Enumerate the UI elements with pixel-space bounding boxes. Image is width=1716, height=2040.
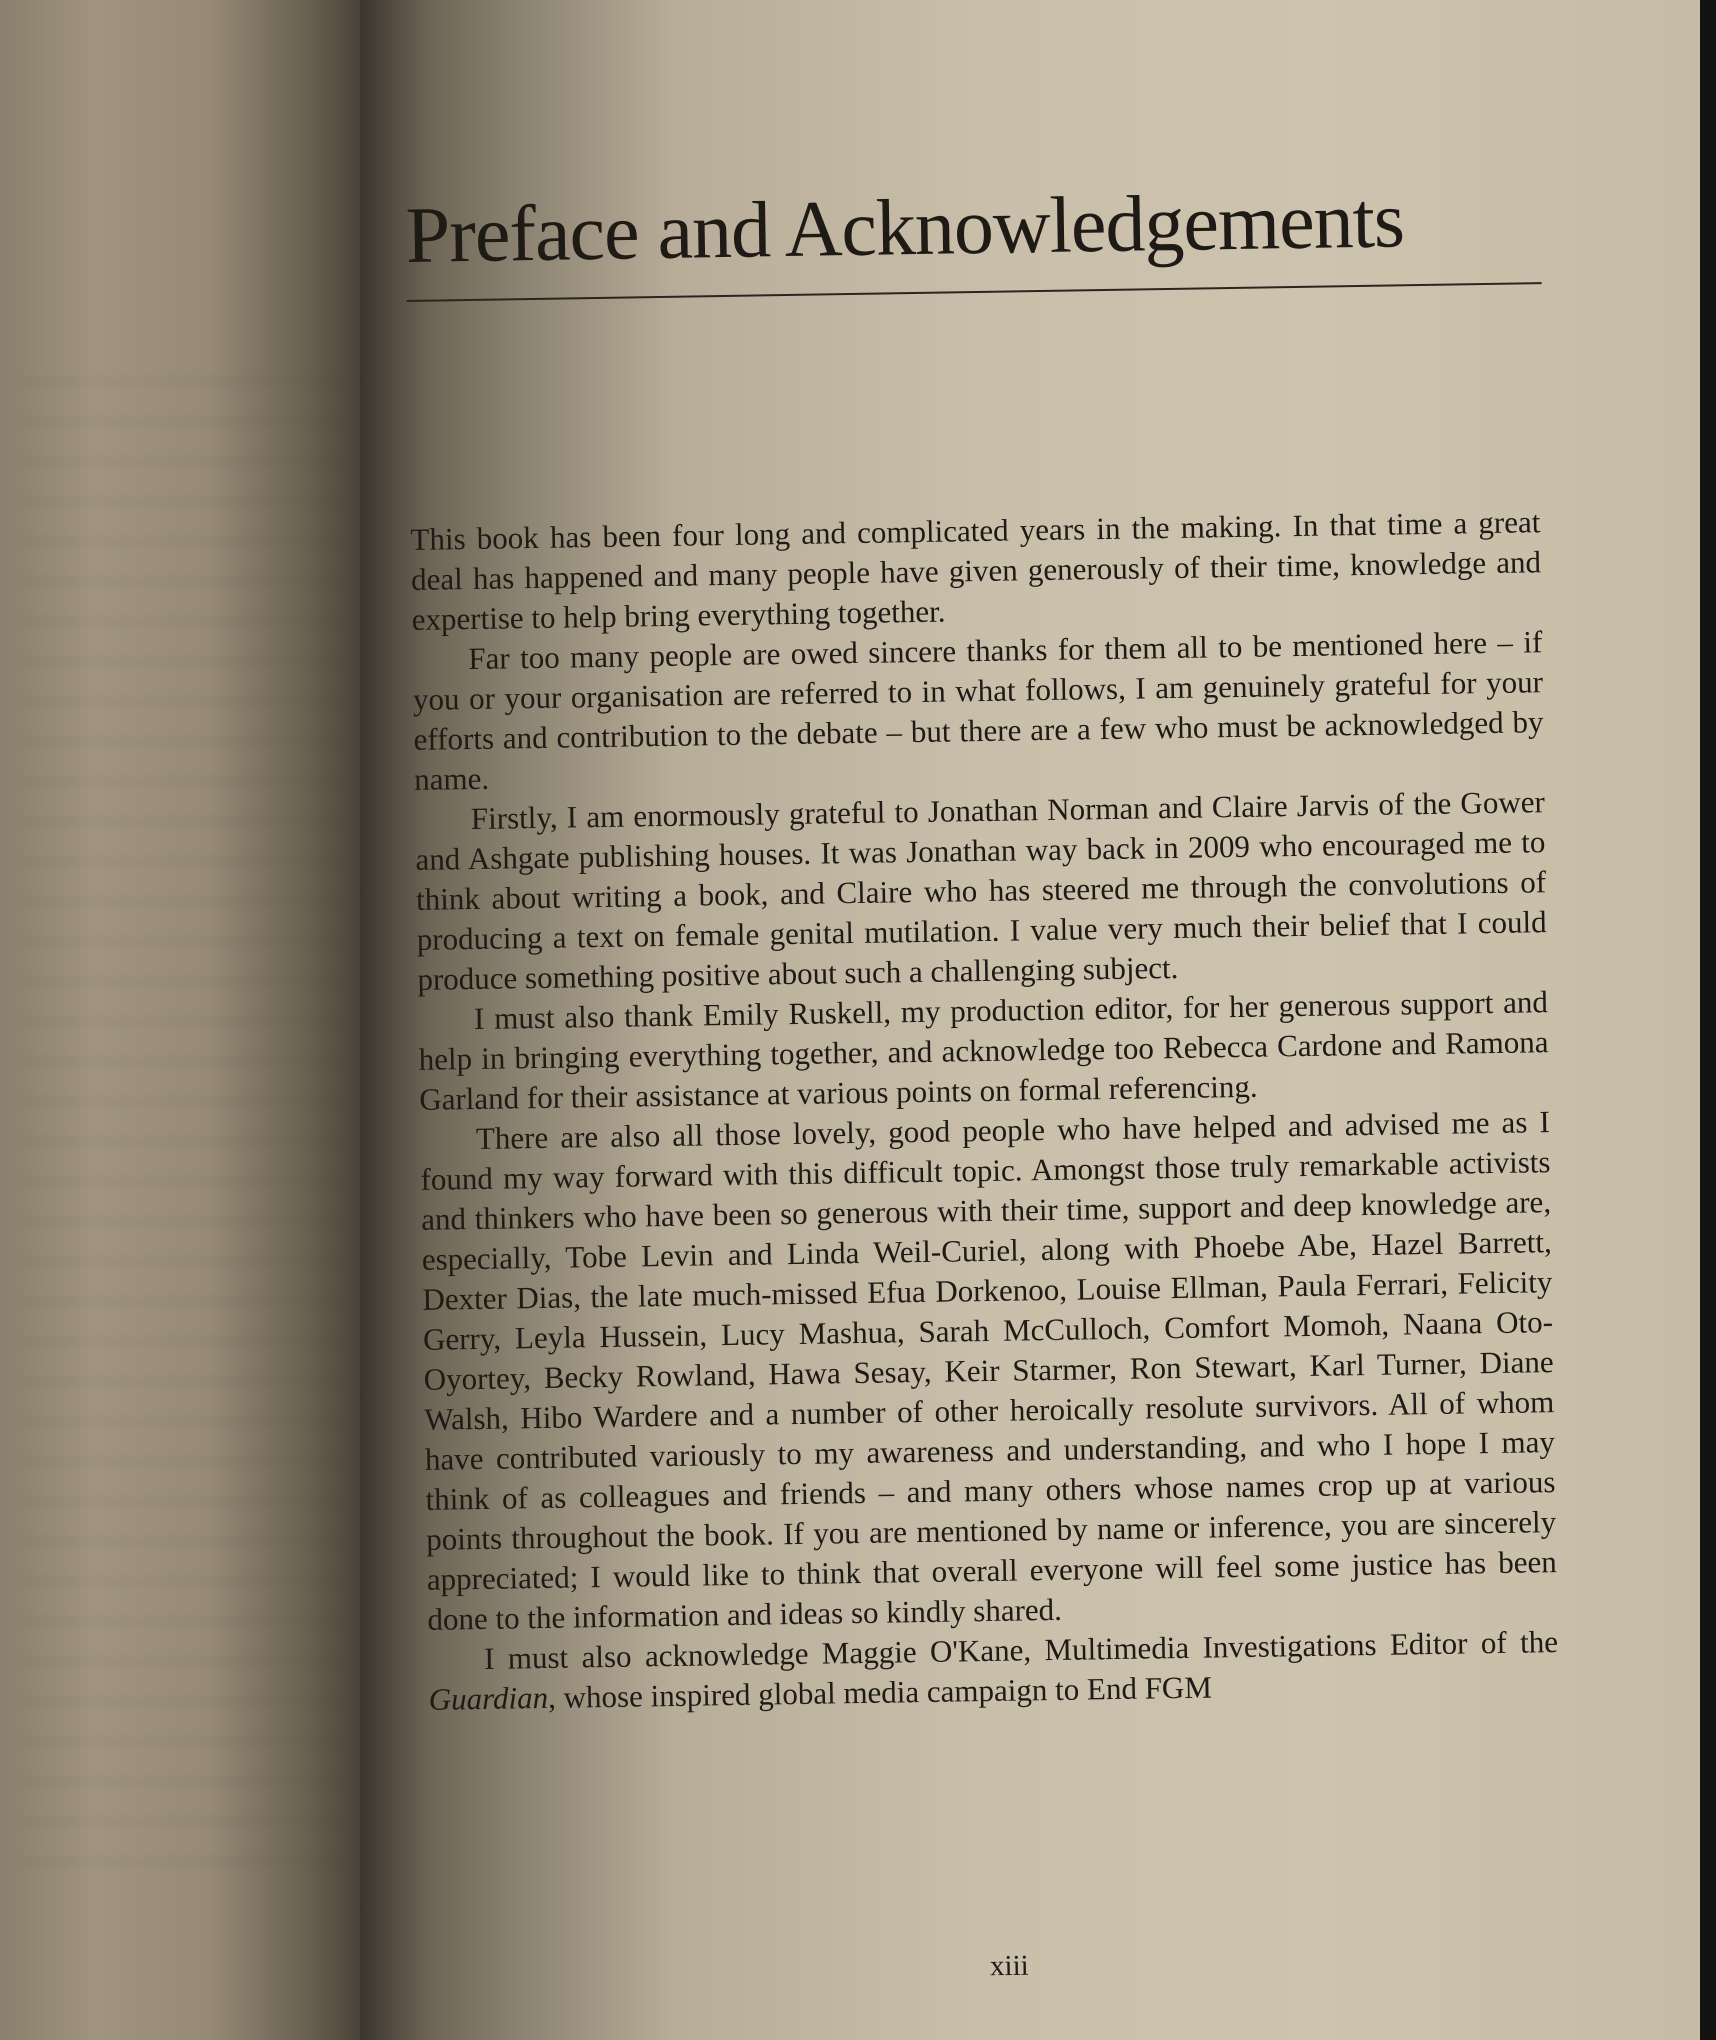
guardian-italic: Guardian [428, 1679, 549, 1717]
paragraph-6-end: , whose inspired global media campaign to End FGM [547, 1669, 1213, 1715]
chapter-title: Preface and Acknowledgements [405, 176, 1405, 280]
page-content [405, 172, 1559, 1720]
title-rule [407, 282, 1542, 302]
paragraph-3: Firstly, I am enormously grateful to Jonathan Norman and Claire Jarvis of the Gower and Ashgate publishing houses. It was Jonathan way back in 2009 who encouraged me to think about writing a book, and Claire who has steered me through the convolutions of producing a text on female genital mutilation. I value very much their belief that I could produce something positive about such a challenging subject. [415, 784, 1547, 997]
left-page [0, 0, 380, 2040]
body-text [410, 502, 1559, 1720]
paragraph-1: This book has been four long and complicated years in the making. In that time a great deal has happened and many people have given generously of their time, knowledge and expertise to help bring everything together. [410, 504, 1542, 637]
paragraph-4: I must also thank Emily Ruskell, my production editor, for her generous support and help in bringing everything together, and acknowledge too Rebecca Cardone and Ramona Garland for their assistance at various points on formal referencing. [418, 984, 1549, 1117]
left-page-blurred-text [20, 380, 340, 1880]
paragraph-6-start: I must also acknowledge Maggie O'Kane, Multimedia Investigations Editor of the [483, 1624, 1559, 1676]
right-edge-shadow [1700, 0, 1716, 2040]
paragraph-2: Far too many people are owed sincere thanks for them all to be mentioned here – if you or your organisation are referred to in what follows, I am genuinely grateful for your efforts and contribution to the debate – but there are a few who must be acknowledged by name. [412, 624, 1544, 797]
paragraph-5: There are also all those lovely, good people who have helped and advised me as I found my way forward with this difficult topic. Amongst those truly remarkable activists and thinkers who have been so generous with their time, support and deep knowledge are, especially, Tobe Levin and Linda Weil-Curiel, along with Phoebe Abe, Hazel Barrett, Dexter Dias, the late much-missed Efua Dorkenoo, Louise Ellman, Paula Ferrari, Felicity Gerry, Leyla Hussein, Lucy Mashua, Sarah McCulloch, Comfort Momoh, Naana Oto-Oyortey, Becky Rowland, Hawa Sesay, Keir Starmer, Ron Stewart, Karl Turner, Diane Walsh, Hibo Wardere and a number of other heroically resolute survivors. All of whom have contributed variously to my awareness and understanding, and who I hope I may think of as colleagues and friends – and many others whose names crop up at various points throughout the book. If you are mentioned by name or inference, you are sincerely appreciated; I would like to think that overall everyone will feel some justice has been done to the information and ideas so kindly shared. [420, 1104, 1557, 1637]
page-number: xiii [989, 1949, 1029, 1983]
